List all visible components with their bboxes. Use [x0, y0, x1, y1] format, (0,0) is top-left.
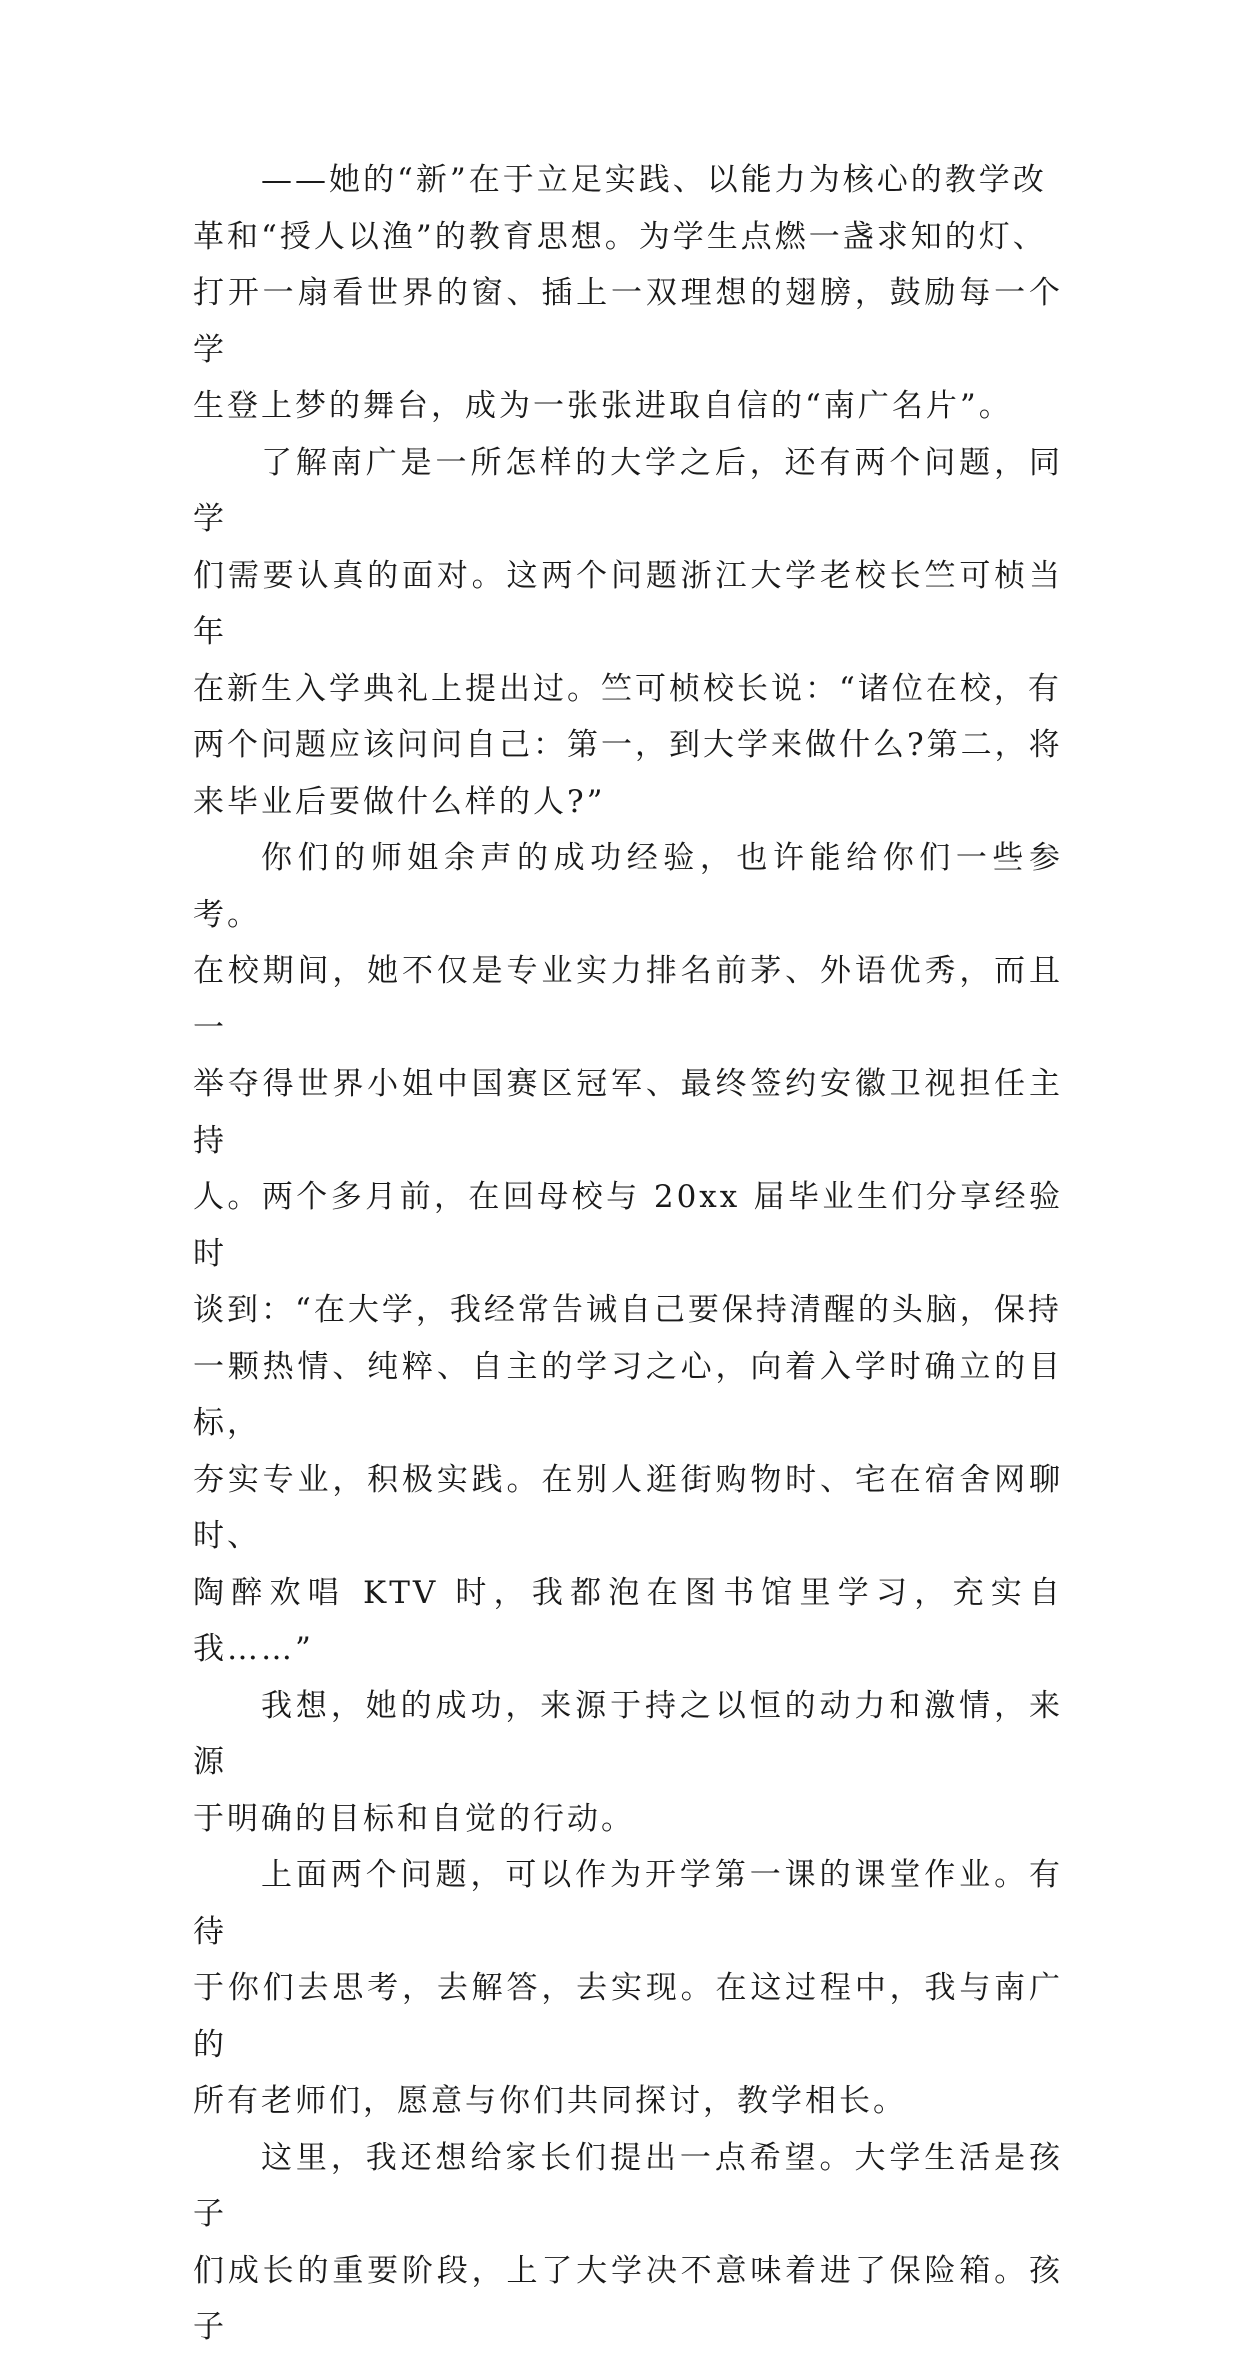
text-line: 们成长的重要阶段，上了大学决不意味着进了保险箱。孩子 [193, 2252, 1063, 2345]
text-line: 人。两个多月前，在回母校与 20xx 届毕业生们分享经验时 [193, 1179, 1063, 1272]
text-line: 于你们去思考，去解答，去实现。在这过程中，我与南广的 [193, 1970, 1063, 2063]
text-line: 打开一扇看世界的窗、插上一双理想的翅膀，鼓励每一个学 [193, 275, 1063, 368]
paragraph-4 [193, 1678, 1063, 1848]
paragraph-6 [193, 2130, 1063, 2356]
text-line: 一颗热情、纯粹、自主的学习之心，向着入学时确立的目标， [193, 1348, 1063, 1441]
text-line: 在新生入学典礼上提出过。竺可桢校长说：“诸位在校，有 [193, 670, 1062, 707]
text-line: 所有老师们，愿意与你们共同探讨，教学相长。 [193, 2083, 907, 2119]
text-line: 两个问题应该问问自己：第一，到大学来做什么?第二，将 [193, 727, 1063, 763]
text-line: 们需要认真的面对。这两个问题浙江大学老校长竺可桢当年 [193, 557, 1063, 650]
text-line: 生登上梦的舞台，成为一张张进取自信的“南广名片”。 [193, 388, 1013, 424]
text-line: 举夺得世界小姐中国赛区冠军、最终签约安徽卫视担任主持 [193, 1066, 1063, 1159]
paragraph-1 [193, 152, 1063, 435]
text-line: 来毕业后要做什么样的人?” [193, 783, 606, 820]
text-line: 陶醉欢唱 KTV 时，我都泡在图书馆里学习，充实自我……” [193, 1574, 1063, 1667]
text-line: 于明确的目标和自觉的行动。 [193, 1800, 635, 1837]
text-line: 上面两个问题，可以作为开学第一课的课堂作业。有待 [193, 1857, 1063, 1950]
text-line: 革和“授人以渔”的教育思想。为学生点燃一盏求知的灯、 [193, 218, 1047, 255]
text-line: 你们的师姐余声的成功经验，也许能给你们一些参考。 [193, 840, 1063, 933]
text-line: 我想，她的成功，来源于持之以恒的动力和激情，来源 [193, 1687, 1063, 1780]
paragraph-5 [193, 1847, 1063, 2130]
paragraph-3 [193, 830, 1063, 1678]
text-line: ——她的“新”在于立足实践、以能力为核心的教学改 [261, 162, 1047, 198]
document-body [193, 152, 1063, 2356]
text-line: 夯实专业，积极实践。在别人逛街购物时、宅在宿舍网聊时、 [193, 1461, 1063, 1554]
text-line: 了解南广是一所怎样的大学之后，还有两个问题，同学 [193, 444, 1063, 537]
text-line: 这里，我还想给家长们提出一点希望。大学生活是孩子 [193, 2139, 1063, 2232]
paragraph-2 [193, 435, 1063, 831]
text-line: 谈到：“在大学，我经常告诫自己要保持清醒的头脑，保持 [193, 1292, 1062, 1328]
text-line: 在校期间，她不仅是专业实力排名前茅、外语优秀，而且一 [193, 953, 1063, 1046]
